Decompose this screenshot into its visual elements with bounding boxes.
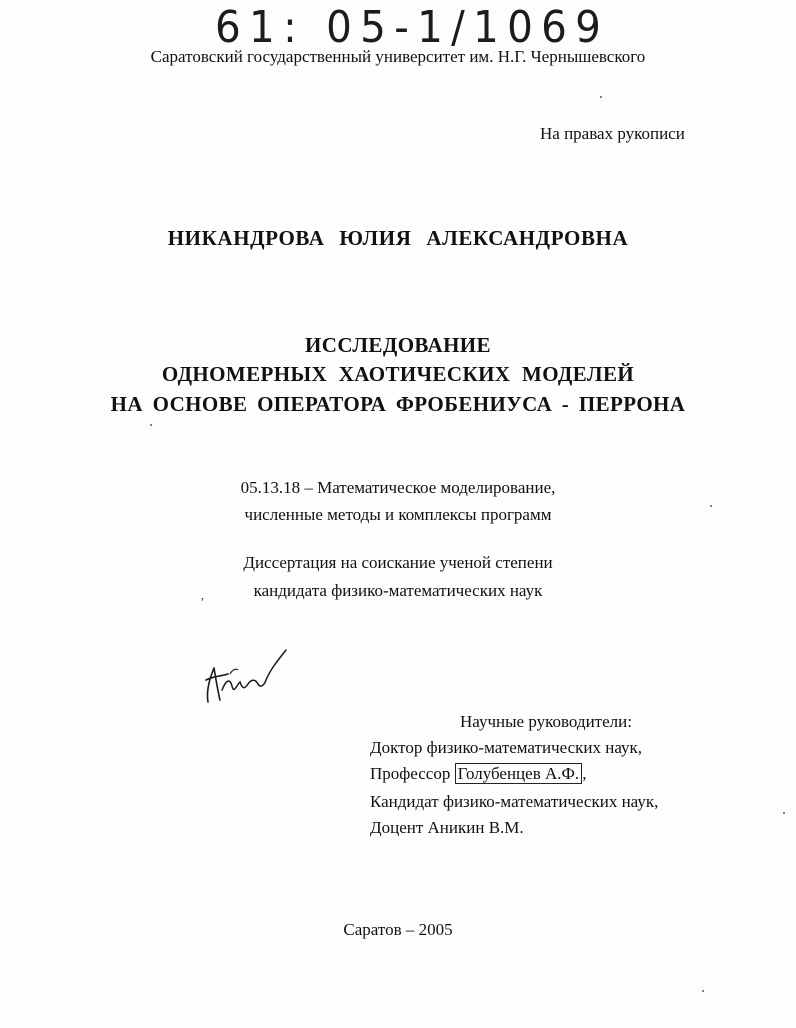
supervisor-line: Доктор физико-математических наук, [370,738,643,757]
specialty-line: 05.13.18 – Математическое моделирование, [240,478,556,497]
city-year: Саратов – 2005 [343,920,453,939]
title-line: ОДНОМЕРНЫХ ХАОТИЧЕСКИХ МОДЕЛЕЙ [161,362,635,386]
scan-speck [702,990,704,992]
supervisor-name-boxed: Голубенцев А.Ф. [455,763,583,784]
degree-line: Диссертация на соискание ученой степени [243,553,553,572]
author-name: НИКАНДРОВА ЮЛИЯ АЛЕКСАНДРОВНА [167,226,629,250]
supervisors-heading: Научные руководители: [460,712,632,731]
scan-mark: , [201,588,204,602]
archive-stamp-code: 61: 05-1/1069 [215,2,610,53]
scan-speck [600,96,602,98]
title-line: ИССЛЕДОВАНИЕ [305,333,491,357]
supervisor-title: Профессор [370,764,455,783]
handwritten-signature [200,640,290,710]
title-line: НА ОСНОВЕ ОПЕРАТОРА ФРОБЕНИУСА - ПЕРРОНА [110,392,686,416]
manuscript-note: На правах рукописи [540,124,685,143]
scan-speck [150,424,152,426]
supervisor-line: Кандидат физико-математических наук, [370,792,659,811]
degree-line: кандидата физико-математических наук [253,581,543,600]
supervisor-line: Доцент Аникин В.М. [370,818,524,837]
supervisor-line [370,764,586,784]
university-name: Саратовский государственный университет им. Н.Г. Чернышевского [150,47,646,66]
scan-speck [710,505,712,507]
supervisor-comma: , [582,764,587,783]
specialty-line: численные методы и комплексы программ [244,505,552,524]
scan-speck [783,812,785,814]
